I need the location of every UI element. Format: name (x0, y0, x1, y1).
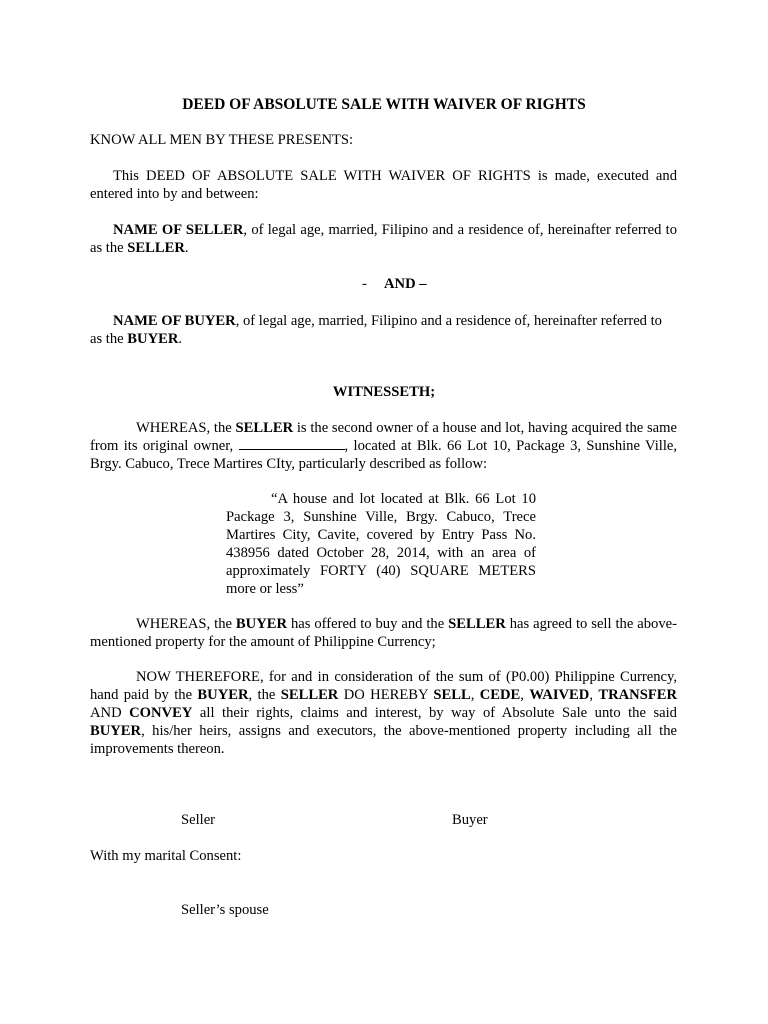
seller-role: SELLER (127, 240, 185, 256)
buyer-end: . (178, 331, 183, 347)
buyer-name: NAME OF BUYER (113, 313, 236, 329)
whereas1-post: , located at Blk. 66 Lot 10, Package 3, Sunshine Ville, Brgy. Cabuco, Trece Martires CIty, particularly described as follow: (90, 438, 677, 472)
marital-consent-label: With my marital Consent: (90, 848, 242, 864)
opening-paragraph (90, 167, 677, 203)
nt-t9: , his/her heirs, assigns and executors, the above-mentioned property including all the improvements thereon. (90, 723, 677, 757)
nt-transfer: TRANSFER (598, 687, 678, 703)
whereas2-pre: WHEREAS, the (136, 616, 236, 632)
seller-name: NAME OF SELLER (113, 222, 244, 238)
buyer-line-1 (113, 312, 677, 330)
original-owner-blank (239, 437, 345, 450)
nt-t6: , (589, 687, 599, 703)
and-text: AND – (384, 276, 427, 292)
nt-t2: , the (248, 687, 281, 703)
buyer-line-2 (90, 330, 677, 348)
nt-buyer2: BUYER (90, 723, 142, 739)
nt-t7: AND (90, 705, 130, 721)
whereas2-post: has agreed to sell the above-mentioned property for the amount of Philippine Currency; (90, 616, 677, 650)
nt-seller: SELLER (280, 687, 339, 703)
buyer-paragraph (90, 312, 677, 348)
buyer-desc: , of legal age, married, Filipino and a residence of, hereinafter referred to (235, 313, 662, 329)
nt-waived: WAIVED (529, 687, 590, 703)
whereas1-pre: WHEREAS, the (136, 420, 236, 436)
document-title: DEED OF ABSOLUTE SALE WITH WAIVER OF RIGHTS (182, 96, 586, 113)
spouse-signature-label: Seller’s spouse (181, 902, 269, 918)
whereas2-buyer: BUYER (235, 616, 288, 632)
opening-text: This DEED OF ABSOLUTE SALE WITH WAIVER OF RIGHTS is made, executed and entered into by and between: (90, 168, 677, 202)
nt-t8: all their rights, claims and interest, by way of Absolute Sale unto the said (192, 705, 677, 721)
nt-cede: CEDE (479, 687, 521, 703)
whereas-paragraph-1 (90, 419, 677, 473)
property-description-quote: “A house and lot located at Blk. 66 Lot 10 Package 3, Sunshine Ville, Brgy. Cabuco, Trece Martires City, Cavite, covered by Entry Pass No. 438956 dated October 28, 2014, with an area of approximately FORTY (40) SQUARE METERS more or less” (226, 491, 536, 597)
seller-paragraph (90, 221, 677, 257)
whereas2-seller: SELLER (448, 616, 506, 632)
and-dash: - (362, 276, 367, 292)
seller-end: . (184, 240, 189, 256)
nt-t3: DO HEREBY (338, 687, 434, 703)
intro-line: KNOW ALL MEN BY THESE PRESENTS: (90, 132, 354, 148)
seller-signature-label: Seller (181, 812, 216, 828)
buyer-line2-pre: as the (90, 331, 128, 347)
whereas1-mid: is the second owner of a house and lot, having acquired the same from its original owner, (90, 420, 677, 454)
whereas-paragraph-2 (90, 615, 677, 651)
buyer-role: BUYER (127, 331, 179, 347)
buyer-signature-label: Buyer (452, 812, 488, 828)
nt-sell: SELL (433, 687, 471, 703)
now-therefore-paragraph (90, 668, 677, 758)
seller-desc: , of legal age, married, Filipino and a residence of, hereinafter referred to as the (90, 222, 677, 256)
nt-t5: , (520, 687, 530, 703)
nt-buyer: BUYER (197, 687, 249, 703)
nt-t1: NOW THEREFORE, for and in consideration of the sum of (P0.00) Philippine Currency, hand paid by the (90, 669, 677, 703)
whereas1-seller: SELLER (235, 420, 294, 436)
witnesseth-heading: WITNESSETH; (332, 384, 436, 400)
nt-convey: CONVEY (129, 705, 193, 721)
nt-t4: , (470, 687, 480, 703)
whereas2-mid: has offered to buy and the (287, 616, 449, 632)
